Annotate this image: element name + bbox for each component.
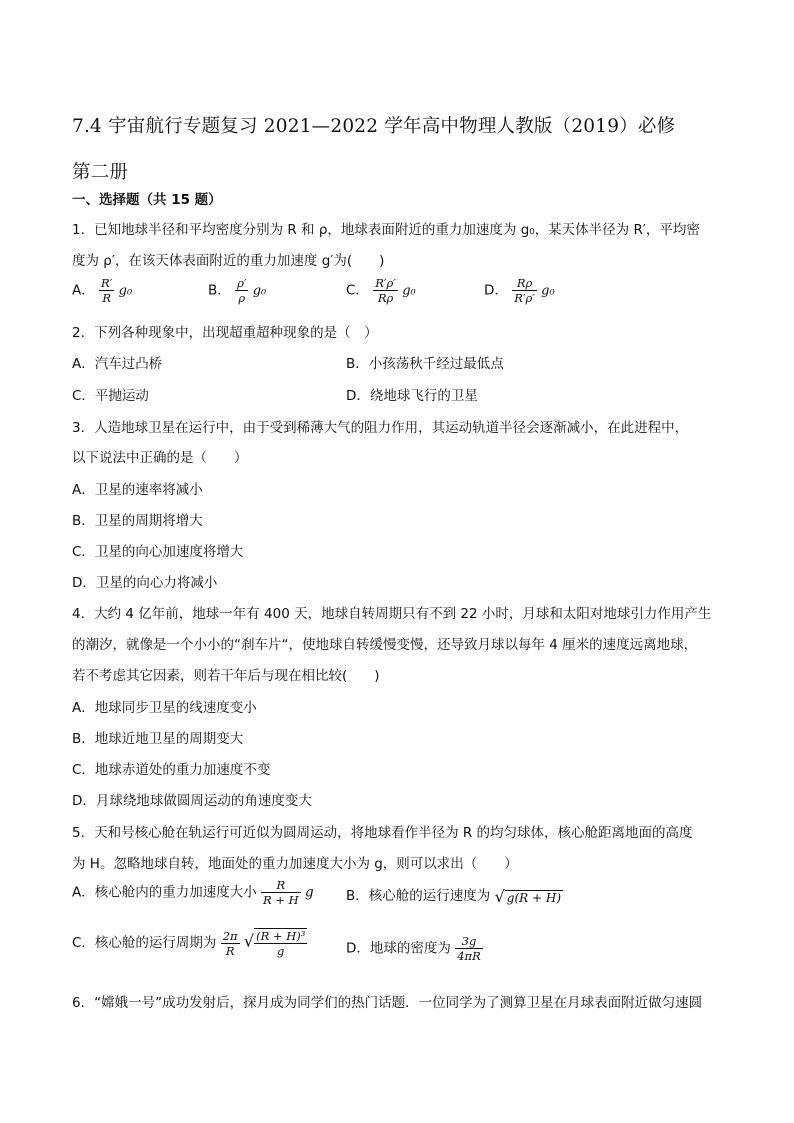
- fraction-numerator: Rρ: [512, 276, 537, 291]
- option-text: C．核心舱的运行周期为: [72, 935, 217, 951]
- fraction-numerator: R′: [101, 276, 113, 290]
- q3-option-c: C．卫星的向心加速度将增大: [72, 544, 244, 560]
- option-text: A．核心舱内的重力加速度大小: [72, 884, 257, 901]
- fraction-denominator: g: [277, 944, 285, 958]
- q4-option-b: B．地球近地卫星的周期变大: [72, 731, 244, 747]
- fraction-numerator: 3g: [455, 934, 483, 949]
- fraction-denominator: R′ρ′: [514, 291, 535, 305]
- q2-option-a: A．汽车过凸桥: [72, 356, 163, 372]
- q4-option-a: A．地球同步卫星的线速度变小: [72, 700, 257, 716]
- option-label: B．: [208, 282, 231, 299]
- option-label: A．: [72, 282, 95, 299]
- fraction-denominator: R + H: [263, 893, 299, 907]
- option-coefficient: [221, 929, 240, 958]
- fraction-denominator: 4πR: [457, 949, 481, 963]
- q3-option-b: B．卫星的周期将增大: [72, 513, 203, 529]
- sqrt-radicand: g(R + H): [506, 890, 561, 905]
- sqrt-expression: [495, 887, 563, 906]
- option-label: C．: [346, 282, 369, 299]
- option-fraction: [235, 276, 248, 305]
- option-fraction: [512, 276, 537, 305]
- fraction-denominator: Rρ: [377, 291, 394, 305]
- fraction-denominator: R: [102, 291, 112, 305]
- q3-stem-line-1: 3．人造地球卫星在运行中，由于受到稀薄大气的阻力作用，其运动轨道半径会逐渐减小，在此进程中，: [72, 420, 689, 436]
- option-label: D．: [484, 282, 508, 299]
- sqrt-symbol: √: [494, 886, 505, 906]
- option-suffix: g₀: [541, 283, 555, 299]
- option-text: B．核心舱的运行速度为: [346, 888, 491, 904]
- q4-stem-line-3: 若不考虑其它因素，则若干年后与现在相比较( ): [72, 668, 380, 684]
- option-fraction: [99, 276, 114, 305]
- q6-stem-line-1: 6．“嫦娥一号”成功发射后，探月成为同学们的热门话题．一位同学为了测算卫星在月球表面附近做匀速圆: [72, 995, 703, 1011]
- q1-stem-line-2: 度为 ρ′，在该天体表面附近的重力加速度 g′为( ): [72, 253, 385, 269]
- q5-stem-line-1: 5．天和号核心舱在轨运行可近似为圆周运动，将地球看作半径为 R 的均匀球体，核心舱距离地面的高度: [72, 825, 693, 841]
- fraction-numerator: (R + H)³: [256, 929, 306, 943]
- fraction-numerator: R′ρ′: [375, 276, 396, 290]
- q3-option-a: A．卫星的速率将减小: [72, 482, 203, 498]
- option-fraction: [261, 878, 301, 907]
- option-suffix: g₀: [252, 283, 267, 299]
- q4-stem-line-1: 4．大约 4 亿年前，地球一年有 400 天，地球自转周期只有不到 22 小时，月球和太阳对地球引力作用产生: [72, 606, 712, 622]
- q2-option-d: D．绕地球飞行的卫星: [346, 388, 478, 404]
- title-line-1: 7.4 宇宙航行专题复习 2021—2022 学年高中物理人教版（2019）必修: [72, 116, 676, 137]
- q5-option-d: [346, 934, 483, 963]
- q5-option-b: [346, 884, 563, 906]
- q1-option-c: [346, 276, 416, 305]
- fraction-numerator: R: [261, 878, 301, 893]
- sqrt-expression: [244, 928, 307, 958]
- q5-stem-line-2: 为 H。忽略地球自转，地面处的重力加速度大小为 g，则可以求出（ ）: [72, 856, 518, 872]
- q3-option-d: D．卫星的向心力将减小: [72, 575, 218, 591]
- q2-option-b: B．小孩荡秋千经过最低点: [346, 356, 504, 372]
- document-title: [72, 104, 732, 196]
- q1-option-a: [72, 276, 132, 305]
- section-heading: 一、选择题（共 15 题）: [72, 192, 222, 208]
- fraction-denominator: ρ: [238, 291, 246, 305]
- option-fraction: [373, 276, 398, 305]
- option-text: D．地球的密度为: [346, 940, 451, 957]
- sqrt-radicand: [254, 928, 307, 958]
- q1-option-b: [208, 276, 266, 305]
- q3-stem-line-2: 以下说法中正确的是（ ）: [72, 450, 248, 466]
- fraction-numerator: ρ′: [237, 276, 247, 290]
- q2-option-c: C．平抛运动: [72, 388, 149, 404]
- option-suffix: g₀: [118, 283, 133, 299]
- q4-option-c: C．地球赤道处的重力加速度不变: [72, 762, 271, 778]
- q4-option-d: D．月球绕地球做圆周运动的角速度变大: [72, 793, 312, 809]
- fraction-denominator: R: [225, 943, 235, 958]
- q5-option-c: [72, 928, 307, 958]
- option-suffix: g₀: [402, 283, 416, 299]
- option-suffix: g: [304, 884, 314, 901]
- title-line-2: 第二册: [72, 162, 129, 183]
- option-fraction: [455, 934, 483, 963]
- q5-option-a: [72, 878, 314, 907]
- q1-option-d: [484, 276, 555, 305]
- q4-stem-line-2: 的潮汐，就像是一个小小的“刹车片“，使地球自转缓慢变慢，还导致月球以每年 4 厘米的速度远离地球，: [72, 637, 698, 653]
- q2-stem: 2．下列各种现象中，出现超重超种现象的是（ ）: [72, 325, 378, 341]
- fraction-numerator: 2π: [222, 928, 238, 943]
- sqrt-symbol: √: [243, 931, 255, 951]
- q1-stem-line-1: 1．已知地球半径和平均密度分别为 R 和 ρ，地球表面附近的重力加速度为 g₀，某天体半径为 R′，平均密: [72, 222, 700, 238]
